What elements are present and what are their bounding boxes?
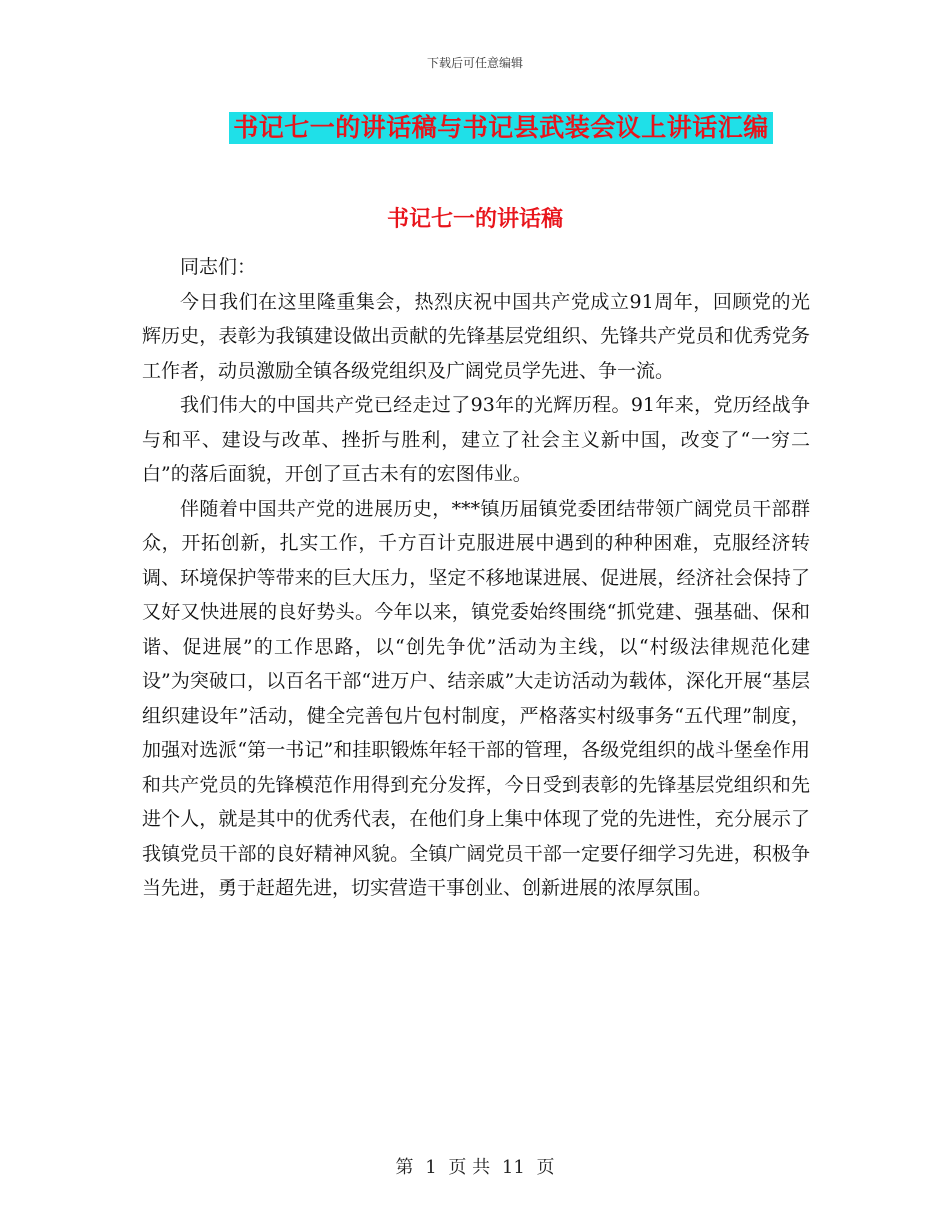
footer-total-pages: 11 <box>501 1157 525 1178</box>
page-footer <box>0 1153 950 1179</box>
footer-suffix: 页 <box>536 1157 555 1178</box>
footer-page-number: 1 <box>425 1157 437 1178</box>
footer-middle: 页 共 <box>448 1157 491 1178</box>
section-title: 书记七一的讲话稿 <box>386 207 563 232</box>
paragraph-salutation: 同志们： <box>180 256 257 278</box>
footer-prefix: 第 <box>395 1157 414 1178</box>
main-title-container <box>0 112 950 144</box>
paragraph: 今日我们在这里隆重集会，热烈庆祝中国共产党成立91周年，回顾党的光辉历史，表彰为我镇建设做出贡献的先锋基层党组织、先锋共产党员和优秀党务工作者，动员激励全镇各级党组织及广阔党员学先进、争一流。 <box>142 290 810 382</box>
paragraph: 伴随着中国共产党的进展历史，***镇历届镇党委团结带领广阔党员干部群众，开拓创新，扎实工作，千方百计克服进展中遇到的种种困难，克服经济转调、环境保护等带来的巨大压力，坚定不移地谋进展、促进展，经济社会保持了又好又快进展的良好势头。今年以来，镇党委始终围绕“抓党建、强基础、保和谐、促进展”的工作思路，以“创先争优”活动为主线，以“村级法律规范化建设”为突破口，以百名干部“进万户、结亲戚”大走访活动为载体，深化开展“基层组织建设年”活动，健全完善包片包村制度，严格落实村级事务“五代理”制度，加强对选派“第一书记”和挂职锻炼年轻干部的管理，各级党组织的战斗堡垒作用和共产党员的先锋模范作用得到充分发挥，今日受到表彰的先锋基层党组织和先进个人，就是其中的优秀代表，在他们身上集中体现了党的先进性，充分展示了我镇党员干部的良好精神风貌。全镇广阔党员干部一定要仔细学习先进，积极争当先进，勇于赶超先进，切实营造干事创业、创新进展的浓厚氛围。 <box>142 497 810 899</box>
document-body <box>142 250 810 906</box>
page-header-note: 下载后可任意编辑 <box>426 56 523 70</box>
main-title: 书记七一的讲话稿与书记县武装会议上讲话汇编 <box>229 112 773 144</box>
paragraph: 我们伟大的中国共产党已经走过了93年的光辉历程。91年来，党历经战争与和平、建设与改革、挫折与胜利，建立了社会主义新中国，改变了“一穷二白”的落后面貌，开创了亘古未有的宏图伟业。 <box>142 394 810 485</box>
